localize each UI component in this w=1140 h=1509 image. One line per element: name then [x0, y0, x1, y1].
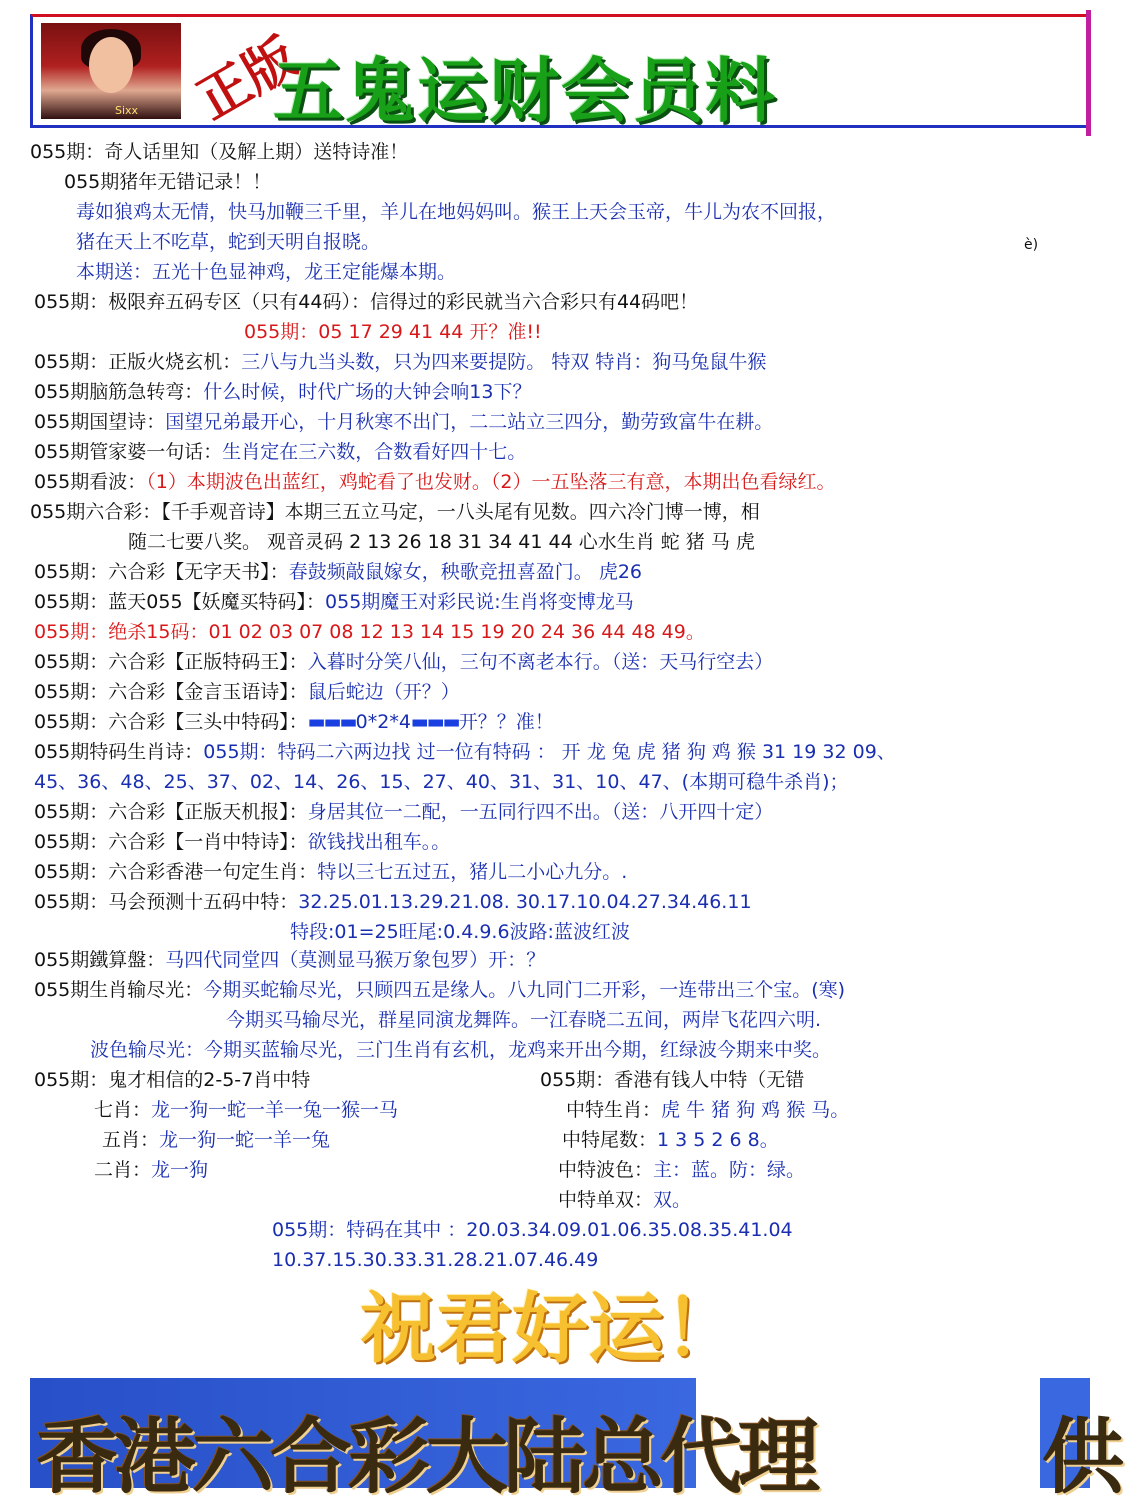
text-segment: 虎 牛 猪 狗 鸡 猴 马。 [661, 1099, 850, 1121]
text-line-l36b [558, 1188, 691, 1212]
text-line-l18 [34, 650, 773, 674]
text-line-l33a [94, 1098, 398, 1122]
text-segment: 055期：六合彩【正版天机报】： [34, 801, 308, 823]
text-segment: 055期看波： [34, 471, 147, 493]
text-segment: 生肖定在三六数，合数看好四十七。 [222, 441, 527, 463]
text-segment: 055期：蓝天055【妖魔买特码】： [34, 591, 326, 613]
text-segment: 双。 [653, 1189, 692, 1211]
text-segment: 主：蓝。防：绿。 [653, 1159, 806, 1181]
photo-face [89, 37, 133, 93]
text-segment: 055期：六合彩【无字天书】： [34, 561, 289, 583]
text-segment: 五肖： [102, 1129, 160, 1151]
text-line-l31 [90, 1038, 831, 1062]
text-segment: 开？？准！ [458, 711, 554, 733]
text-segment: 055期：正版火烧玄机： [34, 351, 242, 373]
logo-mark: 正版 [187, 26, 308, 132]
text-segment: 055期：六合彩香港一句定生肖： [34, 861, 318, 883]
stray-mark: è) [1024, 237, 1039, 253]
text-segment: 中特波色： [558, 1159, 654, 1181]
text-line-l9 [34, 380, 531, 404]
text-segment: 055期：六合彩【正版特码王】： [34, 651, 308, 673]
text-line-l34b [562, 1128, 779, 1152]
text-segment: 龙一狗 [151, 1159, 209, 1181]
text-segment: 中特单双： [558, 1189, 654, 1211]
text-segment: 马四代同堂四（莫测显马猴万象包罗）开：？ [165, 949, 546, 971]
text-line-l1 [30, 140, 408, 164]
text-segment: 龙一狗一蛇一羊一兔一猴一马 [151, 1099, 399, 1121]
text-segment: 毒如狼鸡太无情，快马加鞭三千里，羊儿在地妈妈叫。猴王上天会玉帝，牛儿为农不回报， [76, 201, 837, 223]
text-segment: 本期送：五光十色显神鸡，龙王定能爆本期。 [76, 261, 457, 283]
text-line-l3 [76, 200, 836, 224]
text-line-l35b [558, 1158, 805, 1182]
text-segment: 055期鐵算盤： [34, 949, 166, 971]
text-line-l11 [34, 440, 526, 464]
text-segment: （1）本期波色出蓝红，鸡蛇看了也发财。（2）一五坠落三有意，本期出色看绿红。 [146, 471, 836, 493]
text-segment: 055期六合彩：【千手观音诗】本期三五立马定，一八头尾有见数。四六冷门博一博，相 [30, 501, 760, 523]
text-line-l27 [290, 920, 630, 944]
text-line-l30 [226, 1008, 821, 1032]
banner-edge [1086, 10, 1091, 136]
text-line-l20 [34, 710, 554, 734]
text-segment: 055期：05 17 29 41 44 开？准!! [244, 321, 542, 343]
text-segment: 春鼓频敲鼠嫁女，秧歌竞扭喜盈门。 虎26 [288, 561, 642, 583]
text-line-l7 [244, 320, 542, 344]
text-segment: 055期：六合彩【金言玉语诗】： [34, 681, 308, 703]
photo-tag: Sixx [115, 104, 139, 117]
text-segment: 今期买蛇输尽光，只顾四五是缘人。八九同门二开彩，一连带出三个宝。(寒) [203, 979, 846, 1001]
text-segment: 国望兄弟最开心，十月秋寒不出门，二二站立三四分，勤劳致富牛在耕。 [165, 411, 774, 433]
text-segment: 入暮时分笑八仙，三句不离老本行。（送：天马行空去） [307, 651, 774, 673]
header-banner [30, 14, 1090, 132]
text-segment: 猪在天上不吃草，蛇到天明自报晓。 [76, 231, 381, 253]
text-segment: 二肖： [94, 1159, 152, 1181]
text-segment: 45、36、48、25、37、02、14、26、15、27、40、31、31、10、47、(本期可稳牛杀肖)； [34, 771, 849, 793]
text-line-l16 [34, 590, 634, 614]
text-line-l8 [34, 350, 766, 374]
text-segment: 055期：极限弃五码专区（只有44码）：信得过的彩民就当六合彩只有44码吧！ [34, 291, 699, 313]
text-segment: 055期管家婆一句话： [34, 441, 223, 463]
text-segment: 055期：奇人话里知（及解上期）送特诗准！ [30, 141, 409, 163]
text-segment: 055期：马会预测十五码中特： [34, 891, 299, 913]
text-segment: 055期：鬼才相信的2-5-7肖中特 [34, 1069, 311, 1091]
text-line-l12 [34, 470, 835, 494]
text-segment: 055期猪年无错记录！！ [64, 171, 272, 193]
text-segment: 七肖： [94, 1099, 152, 1121]
page-title: 五鬼运财会员料 [273, 50, 777, 132]
text-segment: 32.25.01.13.29.21.08. 30.17.10.04.27.34.46.11 [298, 891, 752, 913]
text-segment: 055期特码生肖诗： [34, 741, 204, 763]
bar-glyphs: ▬▬▬ [410, 711, 459, 733]
text-line-l15 [34, 560, 642, 584]
text-line-l26 [34, 890, 752, 914]
text-segment: 055期脑筋急转弯： [34, 381, 204, 403]
text-segment: 什么时候，时代广场的大钟会响13下？ [203, 381, 532, 403]
text-segment: 055期国望诗： [34, 411, 166, 433]
text-segment: 三八与九当头数，只为四来要提防。 特双 特肖：狗马兔鼠牛猴 [241, 351, 767, 373]
text-segment: 10.37.15.30.33.31.28.21.07.46.49 [272, 1249, 599, 1271]
text-segment: 055期魔王对彩民说:生肖将变博龙马 [325, 591, 634, 613]
footer-tail: 供 [1042, 1409, 1125, 1505]
text-line-l5 [76, 260, 456, 284]
bar-glyphs: ▬▬▬ [307, 711, 356, 733]
text-line-l24 [34, 830, 450, 854]
text-line-l29 [34, 978, 845, 1002]
text-line-l34a [102, 1128, 330, 1152]
text-segment: 今期买马输尽光，群星同演龙舞阵。一江春晓二五间，两岸飞花四六明. [226, 1009, 822, 1031]
text-line-l32a [34, 1068, 310, 1092]
text-line-l13 [30, 500, 760, 524]
text-line-l19 [34, 680, 460, 704]
text-line-l17 [34, 620, 705, 644]
text-segment: 055期：六合彩【三头中特码】： [34, 711, 308, 733]
text-segment: 055期生肖输尽光： [34, 979, 204, 1001]
text-segment: 055期：特码二六两边找 过一位有特码 ： 开 龙 兔 虎 猪 狗 鸡 猴 31 19 32 09、 [203, 741, 896, 763]
text-segment: 鼠后蛇边（开？） [307, 681, 460, 703]
text-line-l37 [272, 1218, 793, 1242]
text-segment: 随二七要八奖。 观音灵码 2 13 26 18 31 34 41 44 心水生肖 蛇 猪 马 虎 [128, 531, 755, 553]
text-segment: 055期：六合彩【一肖中特诗】： [34, 831, 308, 853]
text-line-l32b [540, 1068, 804, 1092]
text-segment: 特段:01=25旺尾:0.4.9.6波路:蓝波红波 [290, 921, 630, 943]
text-segment: 055期：特码在其中 ：20.03.34.09.01.06.35.08.35.41.04 [272, 1219, 793, 1241]
text-line-l25 [34, 860, 627, 884]
text-line-l23 [34, 800, 773, 824]
good-luck-text: 祝君好运！ [360, 1284, 740, 1373]
text-segment: 055期：香港有钱人中特（无错 [540, 1069, 805, 1091]
text-line-l2 [64, 170, 271, 194]
text-segment: 龙一狗一蛇一羊一兔 [159, 1129, 331, 1151]
text-segment: 0*2*4 [355, 711, 411, 733]
text-line-l22 [34, 770, 848, 794]
text-line-l4 [76, 230, 380, 254]
text-segment: 055期：绝杀15码：01 02 03 07 08 12 13 14 15 19 20 24 36 44 48 49。 [34, 621, 705, 643]
text-line-l33b [566, 1098, 849, 1122]
host-photo [41, 23, 181, 119]
text-line-l6 [34, 290, 698, 314]
text-segment: 1 3 5 2 6 8。 [657, 1129, 779, 1151]
text-line-l35a [94, 1158, 208, 1182]
text-segment: 欲钱找出租车。。 [307, 831, 451, 853]
text-line-l21 [34, 740, 896, 764]
text-segment: 波色输尽光：今期买蓝输尽光，三门生肖有玄机，龙鸡来开出今期，红绿波今期来中奖。 [90, 1039, 832, 1061]
text-segment: 中特生肖： [566, 1099, 662, 1121]
text-segment: 特以三七五过五，猪儿二小心九分。. [317, 861, 628, 883]
footer-text: 香港六合彩大陆总代理 [36, 1409, 817, 1505]
text-line-l14 [128, 530, 755, 554]
text-segment: 身居其位一二配，一五同行四不出。（送：八开四十定） [307, 801, 774, 823]
text-segment: 中特尾数： [562, 1129, 658, 1151]
text-line-l10 [34, 410, 773, 434]
text-line-l28 [34, 948, 545, 972]
